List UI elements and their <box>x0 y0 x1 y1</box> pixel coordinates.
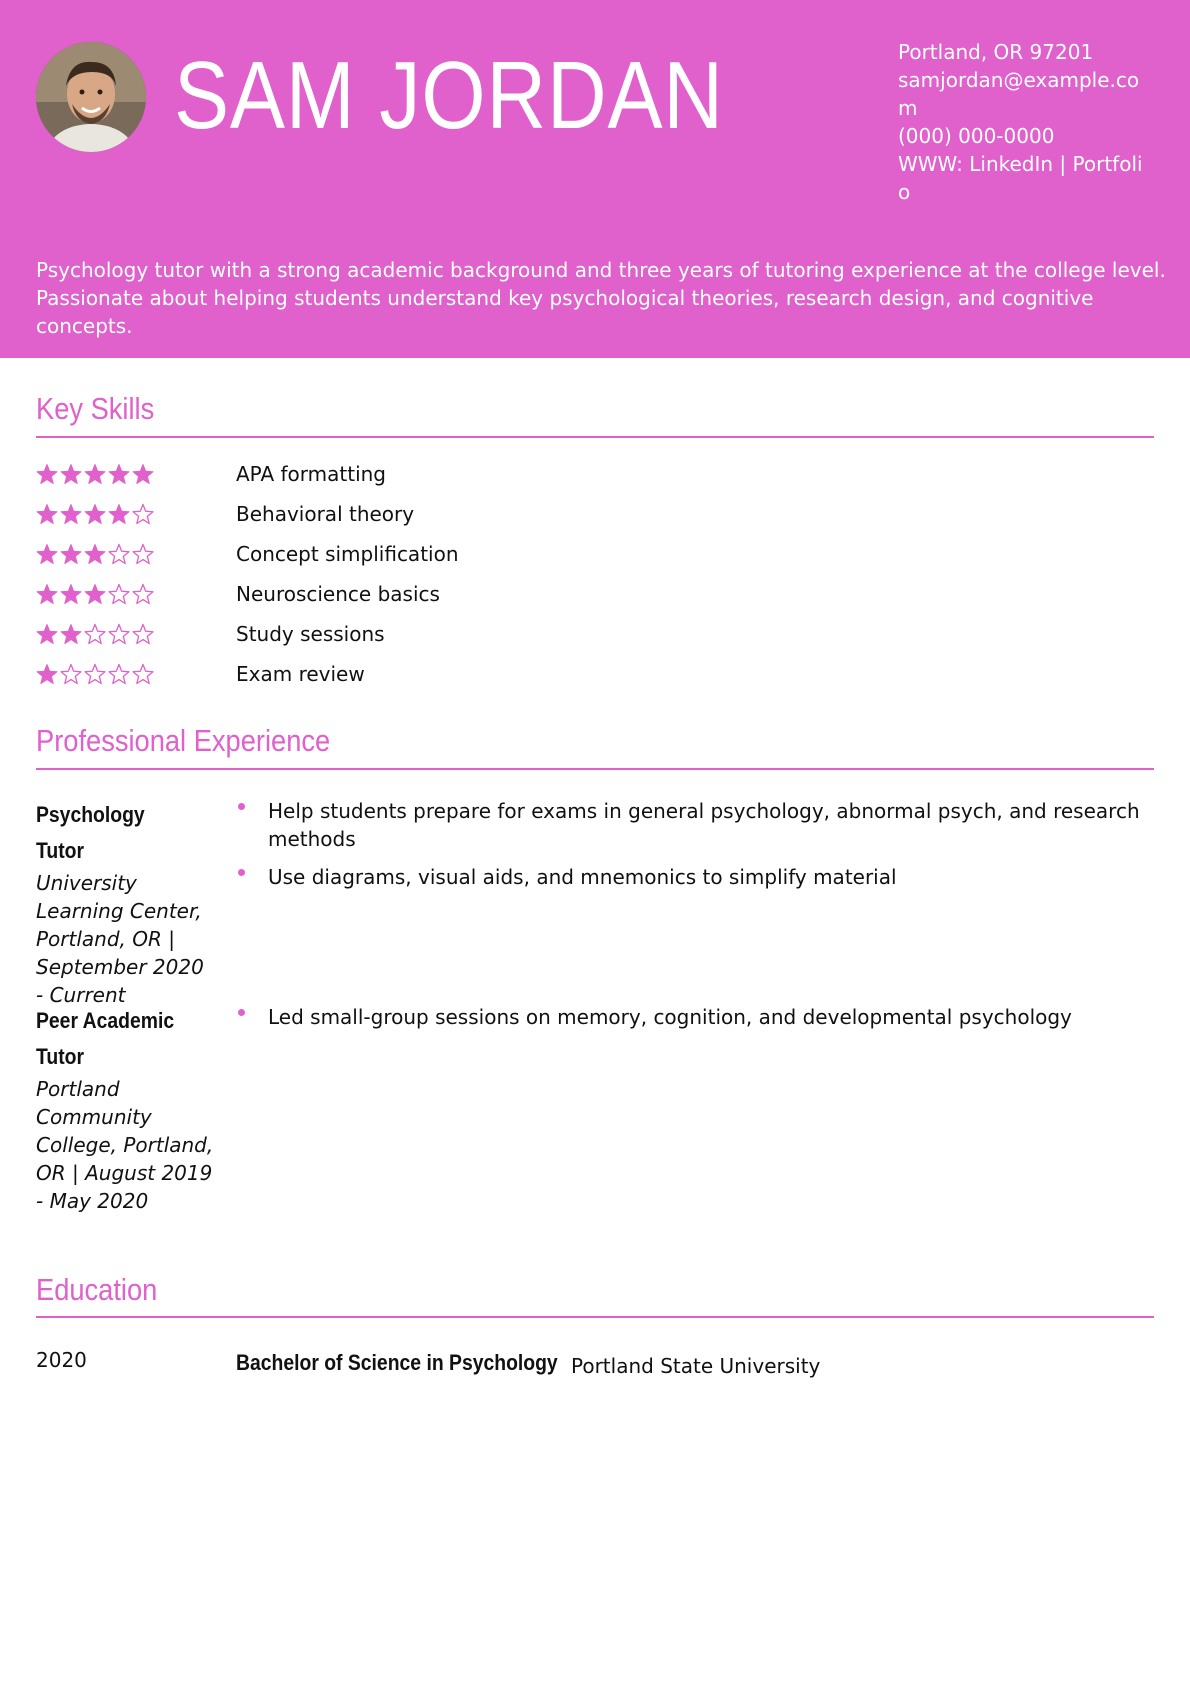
section-divider <box>36 1316 1154 1318</box>
star-rating <box>36 542 196 568</box>
star-rating <box>36 462 196 488</box>
job-header <box>36 797 216 1009</box>
star-empty-icon <box>85 625 105 644</box>
star-filled-icon <box>109 505 129 524</box>
contact-web-links[interactable]: WWW: LinkedIn | Portfolio <box>898 152 1143 204</box>
star-empty-icon <box>109 545 129 564</box>
job-title: Psychology Tutor <box>36 802 145 863</box>
section-divider <box>36 436 1154 438</box>
star-rating <box>36 582 196 608</box>
education-degree: Bachelor of Science in Psychology <box>236 1350 558 1375</box>
bullet-icon <box>238 803 245 810</box>
star-filled-icon <box>61 625 81 644</box>
star-empty-icon <box>133 585 153 604</box>
job-bullet <box>236 863 1166 891</box>
skill-name: Behavioral theory <box>236 502 415 526</box>
bullet-text: Help students prepare for exams in general psychology, abnormal psych, and research methods <box>268 799 1140 851</box>
section-title-key-skills: Key Skills <box>36 391 155 426</box>
avatar <box>36 42 146 152</box>
job-bullets <box>236 797 1166 901</box>
job-title: Peer Academic Tutor <box>36 1008 175 1069</box>
star-filled-icon <box>37 465 57 484</box>
star-filled-icon <box>61 585 81 604</box>
star-empty-icon <box>61 665 81 684</box>
skill-name: Neuroscience basics <box>236 582 440 606</box>
job-bullets <box>236 1003 1166 1041</box>
star-empty-icon <box>85 665 105 684</box>
star-empty-icon <box>133 505 153 524</box>
job-header <box>36 1003 216 1215</box>
bullet-text: Led small-group sessions on memory, cognition, and developmental psychology <box>268 1005 1072 1029</box>
star-rating <box>36 662 196 688</box>
job-meta: Portland Community College, Portland, OR | August 2019 - May 2020 <box>36 1077 214 1213</box>
skill-name: APA formatting <box>236 462 386 486</box>
section-title-experience: Professional Experience <box>36 723 331 758</box>
star-filled-icon <box>37 585 57 604</box>
bullet-text: Use diagrams, visual aids, and mnemonics to simplify material <box>268 865 897 889</box>
star-empty-icon <box>133 665 153 684</box>
contact-block <box>898 38 1148 206</box>
contact-address: Portland, OR 97201 <box>898 40 1094 64</box>
education-year: 2020 <box>36 1348 87 1372</box>
star-filled-icon <box>85 585 105 604</box>
star-empty-icon <box>133 545 153 564</box>
star-filled-icon <box>85 505 105 524</box>
star-filled-icon <box>61 465 81 484</box>
job-meta: University Learning Center, Portland, OR | September 2020 - Current <box>36 871 204 1007</box>
section-divider <box>36 768 1154 770</box>
star-filled-icon <box>133 465 153 484</box>
star-empty-icon <box>109 625 129 644</box>
star-empty-icon <box>133 625 153 644</box>
star-rating <box>36 622 196 648</box>
skill-name: Concept simplification <box>236 542 459 566</box>
star-filled-icon <box>37 505 57 524</box>
avatar-photo <box>36 42 146 152</box>
section-title-education: Education <box>36 1272 158 1307</box>
star-rating <box>36 502 196 528</box>
contact-email[interactable]: samjordan@example.com <box>898 68 1140 120</box>
header-banner <box>0 0 1190 358</box>
contact-phone: (000) 000-0000 <box>898 124 1055 148</box>
skill-name: Study sessions <box>236 622 385 646</box>
job-bullet <box>236 797 1166 853</box>
star-filled-icon <box>109 465 129 484</box>
bullet-icon <box>238 1009 245 1016</box>
summary-text: Psychology tutor with a strong academic background and three years of tutoring experience at the college level. Passionate about helping students understand key psychological theories, research design, and cognitive concepts. <box>36 258 1166 338</box>
star-filled-icon <box>85 465 105 484</box>
star-filled-icon <box>37 545 57 564</box>
job-entry <box>36 797 1166 1007</box>
job-entry <box>36 1003 1166 1243</box>
star-filled-icon <box>61 545 81 564</box>
bullet-icon <box>238 869 245 876</box>
star-filled-icon <box>37 665 57 684</box>
skill-name: Exam review <box>236 662 365 686</box>
education-school: Portland State University <box>571 1354 821 1378</box>
candidate-name: SAM JORDAN <box>174 42 724 149</box>
star-empty-icon <box>109 665 129 684</box>
job-bullet <box>236 1003 1166 1031</box>
star-filled-icon <box>37 625 57 644</box>
star-empty-icon <box>109 585 129 604</box>
star-filled-icon <box>61 505 81 524</box>
star-filled-icon <box>85 545 105 564</box>
